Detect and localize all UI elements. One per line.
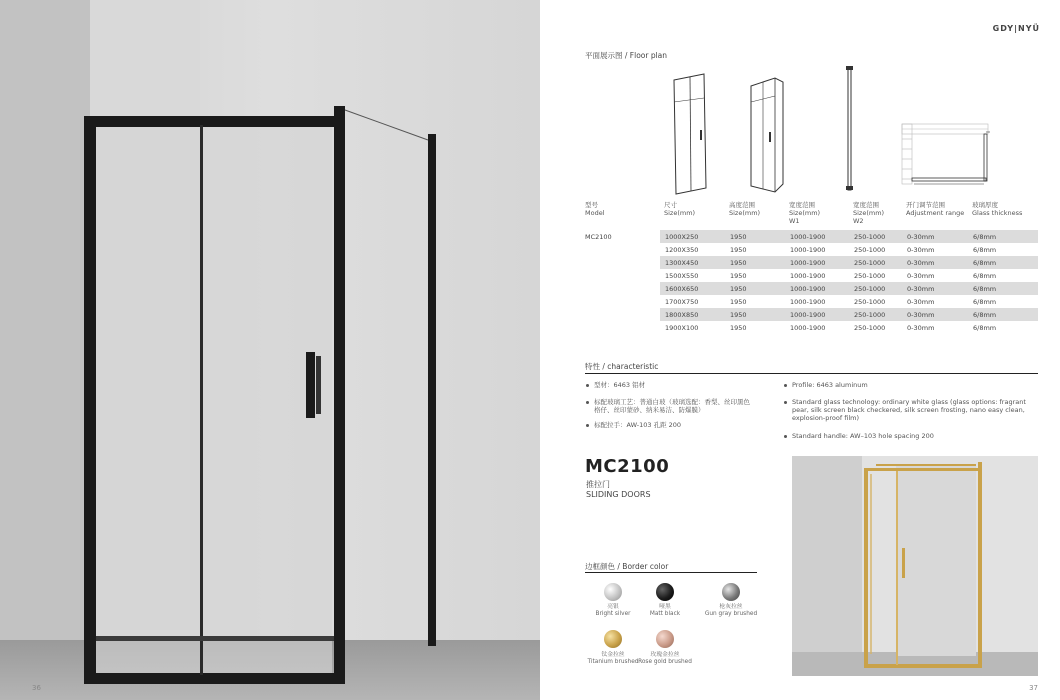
cell-adj: 0-30mm: [907, 323, 935, 332]
cell-w1: 1000-1900: [790, 308, 854, 321]
cell-size: 1000X250: [660, 230, 730, 243]
cell-height: 1950: [730, 308, 790, 321]
feature-cn-3: 标配拉手：AW-103 孔距 200: [586, 421, 681, 429]
cell-height: 1950: [730, 271, 747, 280]
cell-w2: 250-1000: [854, 308, 907, 321]
cell-w1: 1000-1900: [790, 297, 826, 306]
cell-w2: 250-1000: [854, 256, 907, 269]
cell-adj: 0-30mm: [907, 256, 973, 269]
cell-height: 1950: [730, 323, 747, 332]
cell-glass: 6/8mm: [973, 230, 1038, 243]
swatch-bright-silver: [604, 583, 622, 601]
swatch-matt-black: [656, 583, 674, 601]
table-row: [660, 256, 1038, 269]
cell-w2: 250-1000: [854, 323, 886, 332]
feature-cn-1: 型材：6463 铝材: [586, 381, 645, 389]
table-row: [660, 308, 1038, 321]
floor-plan-side-view: [844, 64, 856, 194]
label-bright-silver: 亮银 Bright silver: [595, 604, 631, 617]
cell-w2: 250-1000: [854, 245, 886, 254]
cell-height: 1950: [730, 256, 790, 269]
cell-w2: 250-1000: [854, 271, 886, 280]
cell-adj: 0-30mm: [907, 245, 935, 254]
header-glass: 玻璃厚度 Glass thickness: [972, 201, 1023, 217]
header-model: 型号 Model: [585, 201, 605, 217]
table-row: [660, 295, 1038, 308]
label-rose-gold: 玫瑰金拉丝 Rose gold brushed: [638, 652, 692, 665]
header-w2: 宽度范围 Size(mm) W2: [853, 201, 885, 225]
cell-height: 1950: [730, 230, 790, 243]
page-number-left: 36: [32, 684, 41, 692]
floor-plan-front-view: [670, 72, 710, 196]
cell-w1: 1000-1900: [790, 282, 854, 295]
feature-en-3: Standard handle: AW–103 hole spacing 200: [784, 432, 934, 440]
gold-shower-photo: [792, 456, 1038, 676]
cell-size: 1700X750: [665, 297, 699, 306]
cell-adj: 0-30mm: [907, 297, 935, 306]
table-row: [660, 282, 1038, 295]
label-gun-gray: 枪灰拉丝 Gun gray brushed: [704, 604, 758, 617]
floor-plan-title: 平面展示图 / Floor plan: [585, 51, 668, 60]
cell-w2: 250-1000: [854, 230, 907, 243]
cell-size: 1300X450: [660, 256, 730, 269]
model-title: MC2100: [585, 456, 670, 477]
cell-size: 1200X350: [665, 245, 699, 254]
label-matt-black: 哑黑 Matt black: [649, 604, 681, 617]
cell-height: 1950: [730, 297, 747, 306]
model-cell: MC2100: [585, 233, 612, 241]
model-name-en: SLIDING DOORS: [586, 490, 651, 499]
table-row: [660, 269, 1038, 282]
characteristic-title: 特性 / characteristic: [585, 362, 659, 371]
cell-adj: 0-30mm: [907, 271, 935, 280]
model-name-cn: 推拉门: [586, 480, 610, 489]
feature-en-1: Profile: 6463 aluminum: [784, 381, 868, 389]
cell-adj: 0-30mm: [907, 308, 973, 321]
cell-glass: 6/8mm: [973, 271, 997, 280]
swatch-gun-gray: [722, 583, 740, 601]
floor-plan-top-view: [900, 122, 992, 188]
cell-size: 1900X100: [665, 323, 699, 332]
header-adjustment: 开门调节范围 Adjustment range: [906, 201, 965, 217]
swatch-rose-gold: [656, 630, 674, 648]
cell-size: 1500X550: [665, 271, 699, 280]
cell-glass: 6/8mm: [973, 323, 997, 332]
border-color-rule: [585, 572, 757, 573]
cell-glass: 6/8mm: [973, 245, 997, 254]
cell-adj: 0-30mm: [907, 282, 973, 295]
cell-size: 1800X850: [660, 308, 730, 321]
border-color-title: 边框颜色 / Border color: [585, 562, 669, 571]
header-size: 尺寸 Size(mm): [664, 201, 696, 217]
cell-glass: 6/8mm: [973, 282, 1038, 295]
floor-plan-corner-view: [745, 72, 787, 196]
cell-w2: 250-1000: [854, 282, 907, 295]
table-row: [660, 321, 1038, 334]
characteristic-rule: [585, 373, 1038, 374]
feature-en-2: Standard glass technology: ordinary white glass (glass options: fragrant pear, silk screen black checkered, silk screen frosting, nano easy clean, explosion-proof film): [784, 398, 1026, 422]
cell-glass: 6/8mm: [973, 308, 1038, 321]
header-height: 高度范围 Size(mm): [729, 201, 761, 217]
feature-cn-2: 标配玻璃工艺：普通白玻（玻璃选配：香梨、丝印黑色 格仔、丝印蒙砂、纳米易洁、防爆膜）: [586, 398, 750, 414]
label-titanium: 钛金拉丝 Titanium brushed: [587, 652, 639, 665]
cell-glass: 6/8mm: [973, 256, 1038, 269]
cell-size: 1600X650: [660, 282, 730, 295]
swatch-titanium: [604, 630, 622, 648]
brand-logo: GDY|NYÜ: [992, 24, 1040, 33]
table-row: [660, 243, 1038, 256]
cell-height: 1950: [730, 245, 747, 254]
cell-w2: 250-1000: [854, 297, 886, 306]
page-number-right: 37: [1029, 684, 1038, 692]
header-w1: 宽度范围 Size(mm) W1: [789, 201, 821, 225]
cell-w1: 1000-1900: [790, 271, 826, 280]
cell-adj: 0-30mm: [907, 230, 973, 243]
cell-w1: 1000-1900: [790, 245, 826, 254]
cell-w1: 1000-1900: [790, 256, 854, 269]
cell-w1: 1000-1900: [790, 230, 854, 243]
cell-glass: 6/8mm: [973, 297, 997, 306]
table-row: [660, 230, 1038, 243]
cell-height: 1950: [730, 282, 790, 295]
cell-w1: 1000-1900: [790, 323, 826, 332]
spec-table: [660, 230, 1038, 334]
